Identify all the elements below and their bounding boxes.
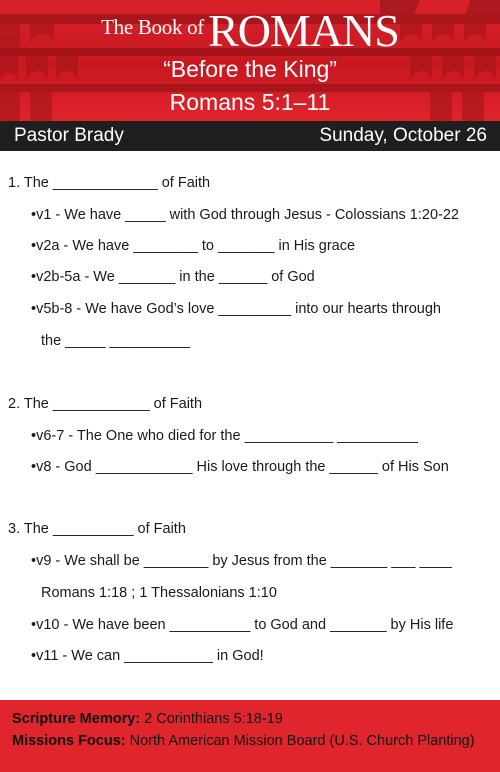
point-3-heading: 3. The __________ of Faith [8,521,186,537]
point-2-bullet-1: •v6-7 - The One who died for the ___________ __________ [31,428,418,444]
point-2-bullet-2: •v8 - God ____________ His love through the ______ of His Son [31,459,449,475]
point-2-heading: 2. The ____________ of Faith [8,396,203,412]
missions-focus-label: Missions Focus: [12,733,126,749]
sermon-passage: Romans 5:1–11 [169,89,331,115]
point-1-bullet-4-continued: the _____ __________ [41,333,191,349]
point-1-bullet-3: •v2b-5a - We _______ in the ______ of God [31,269,315,285]
point-3-bullet-1-continued: Romans 1:18 ; 1 Thessalonians 1:10 [41,585,277,601]
point-3-bullet-2: •v10 - We have been __________ to God and _______ by His life [31,617,454,633]
series-title: ROMANS [208,5,399,56]
footer-banner [0,700,500,772]
scripture-memory-label: Scripture Memory: [12,711,141,727]
point-1-heading: 1. The _____________ of Faith [8,175,211,191]
scripture-memory-value: 2 Corinthians 5:18-19 [144,711,283,727]
point-3-bullet-1: •v9 - We shall be ________ by Jesus from the _______ ___ ____ [31,553,452,569]
series-prefix: The Book of [101,15,205,39]
scripture-memory [12,711,283,727]
missions-focus-value: North American Mission Board (U.S. Church Planting) [129,733,475,749]
missions-focus [12,733,475,749]
sermon-date: Sunday, October 26 [319,125,487,146]
info-bar [0,121,500,151]
point-1-bullet-4: •v5b-8 - We have God’s love _________ into our hearts through [31,301,442,317]
point-3-bullet-3: •v11 - We can ___________ in God! [31,648,264,664]
point-1-bullet-2: •v2a - We have ________ to _______ in His grace [31,238,356,254]
point-1-bullet-1: •v1 - We have _____ with God through Jesus - Colossians 1:20-22 [31,207,459,223]
series-title-line [0,4,500,57]
header-banner [0,0,500,121]
sermon-title: “Before the King” [163,56,337,82]
pastor-name: Pastor Brady [14,125,124,146]
